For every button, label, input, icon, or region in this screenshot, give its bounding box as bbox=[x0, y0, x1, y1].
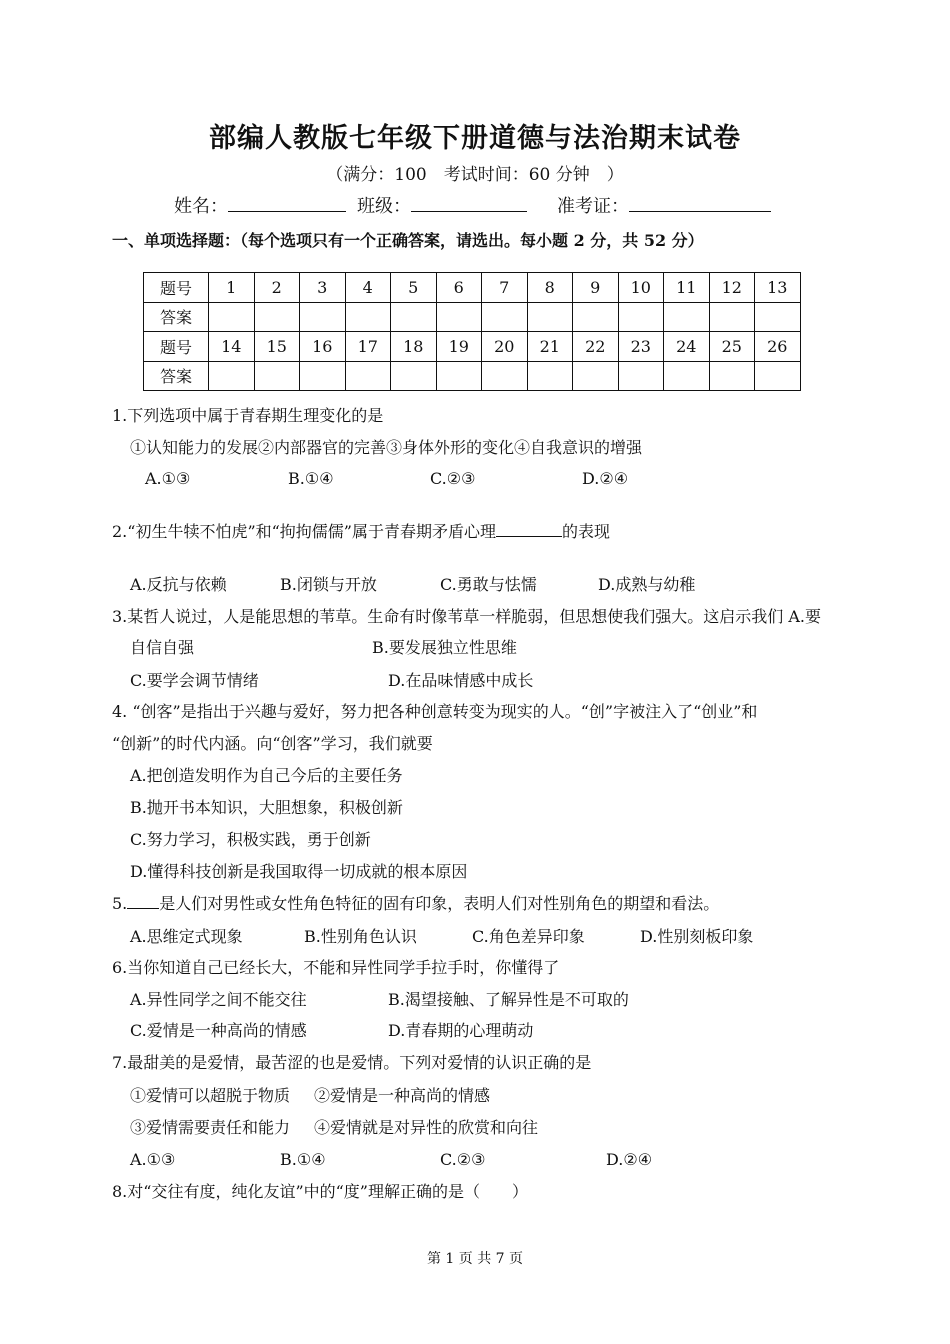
answer-row-2 bbox=[144, 361, 801, 391]
q4-option-c[interactable]: C.努力学习，积极实践，勇于创新 bbox=[130, 830, 371, 849]
q4-option-a[interactable]: A.把创造发明作为自己今后的主要任务 bbox=[130, 766, 403, 785]
question-number: 8 bbox=[527, 273, 573, 303]
q1-option-d[interactable]: D.②④ bbox=[582, 469, 629, 488]
section-heading: 一、单项选择题：（每个选项只有一个正确答案，请选出。每小题 2 分，共 52 分） bbox=[112, 231, 704, 250]
answer-cell[interactable] bbox=[664, 302, 710, 332]
question-number: 23 bbox=[618, 332, 664, 362]
question-number: 5 bbox=[391, 273, 437, 303]
answer-cell[interactable] bbox=[254, 302, 300, 332]
number-row-2 bbox=[144, 332, 801, 362]
q4-stem-line1: 4. “创客”是指出于兴趣与爱好，努力把各种创意转变为现实的人。“创”字被注入了“创业”和 bbox=[112, 702, 758, 721]
answer-cell[interactable] bbox=[618, 361, 664, 391]
row-header: 答案 bbox=[144, 361, 209, 391]
q7-stem: 7.最甜美的是爱情，最苦涩的也是爱情。下列对爱情的认识正确的是 bbox=[112, 1053, 592, 1072]
question-number: 26 bbox=[755, 332, 801, 362]
class-field[interactable] bbox=[357, 192, 527, 218]
q7-item-3: ③爱情需要责任和能力 bbox=[130, 1118, 291, 1137]
answer-cell[interactable] bbox=[345, 361, 391, 391]
q5-blank[interactable] bbox=[127, 894, 159, 909]
question-number: 11 bbox=[664, 273, 710, 303]
q7-item-2: ②爱情是一种高尚的情感 bbox=[314, 1086, 491, 1105]
q2-option-d[interactable]: D.成熟与幼稚 bbox=[598, 575, 696, 594]
name-label: 姓名： bbox=[174, 196, 228, 217]
row-header: 答案 bbox=[144, 302, 209, 332]
answer-cell[interactable] bbox=[573, 361, 619, 391]
answer-cell[interactable] bbox=[709, 361, 755, 391]
q4-option-b[interactable]: B.抛开书本知识，大胆想象，积极创新 bbox=[130, 798, 403, 817]
answer-cell[interactable] bbox=[209, 361, 255, 391]
answer-cell[interactable] bbox=[436, 302, 482, 332]
answer-cell[interactable] bbox=[209, 302, 255, 332]
q6-option-b[interactable]: B.渴望接触、了解异性是不可取的 bbox=[388, 990, 629, 1009]
question-number: 22 bbox=[573, 332, 619, 362]
q5-stem bbox=[112, 894, 719, 914]
q7-option-a[interactable]: A.①③ bbox=[130, 1150, 176, 1169]
exam-title: 部编人教版七年级下册道德与法治期末试卷 bbox=[209, 123, 741, 154]
id-blank[interactable] bbox=[629, 195, 771, 212]
q8-stem: 8.对“交往有度，纯化友谊”中的“度”理解正确的是（ ） bbox=[112, 1182, 528, 1201]
exam-subtitle: （满分：100 考试时间：60 分钟 ） bbox=[326, 165, 624, 185]
question-number: 3 bbox=[300, 273, 346, 303]
q7-option-d[interactable]: D.②④ bbox=[606, 1150, 653, 1169]
q3-option-b[interactable]: B.要发展独立性思维 bbox=[372, 638, 517, 657]
q6-option-d[interactable]: D.青春期的心理萌动 bbox=[388, 1021, 534, 1040]
id-label: 准考证： bbox=[557, 196, 629, 217]
class-blank[interactable] bbox=[411, 195, 527, 212]
question-number: 12 bbox=[709, 273, 755, 303]
name-blank[interactable] bbox=[228, 195, 346, 212]
question-number: 13 bbox=[755, 273, 801, 303]
q7-option-c[interactable]: C.②③ bbox=[440, 1150, 486, 1169]
number-row-1 bbox=[144, 273, 801, 303]
q6-stem: 6.当你知道自己已经长大，不能和异性同学手拉手时，你懂得了 bbox=[112, 958, 560, 977]
answer-cell[interactable] bbox=[755, 302, 801, 332]
answer-cell[interactable] bbox=[482, 302, 528, 332]
q1-option-b[interactable]: B.①④ bbox=[288, 469, 334, 488]
q7-option-b[interactable]: B.①④ bbox=[280, 1150, 326, 1169]
answer-cell[interactable] bbox=[345, 302, 391, 332]
q2-stem-text: 2.“初生牛犊不怕虎”和“拘拘儒儒”属于青春期矛盾心理 bbox=[112, 522, 496, 541]
row-header: 题号 bbox=[144, 273, 209, 303]
q5-stem-text: 是人们对男性或女性角色特征的固有印象，表明人们对性别角色的期望和看法。 bbox=[159, 894, 720, 913]
answer-cell[interactable] bbox=[664, 361, 710, 391]
page-footer: 第 1 页 共 7 页 bbox=[426, 1251, 524, 1267]
q3-option-c[interactable]: C.要学会调节情绪 bbox=[130, 671, 259, 690]
question-number: 25 bbox=[709, 332, 755, 362]
q4-option-d[interactable]: D.懂得科技创新是我国取得一切成就的根本原因 bbox=[130, 862, 468, 881]
q1-items: ①认知能力的发展②内部器官的完善③身体外形的变化④自我意识的增强 bbox=[130, 438, 643, 457]
q3-stem: 3.某哲人说过，人是能思想的苇草。生命有时像苇草一样脆弱，但思想使我们强大。这启示我们 A.要 bbox=[112, 607, 821, 626]
question-number: 10 bbox=[618, 273, 664, 303]
q4-stem-line2: “创新”的时代内涵。向“创客”学习，我们就要 bbox=[112, 734, 433, 753]
answer-cell[interactable] bbox=[300, 361, 346, 391]
answer-cell[interactable] bbox=[436, 361, 482, 391]
q3-option-a[interactable]: 自信自强 bbox=[130, 638, 195, 657]
question-number: 9 bbox=[573, 273, 619, 303]
question-number: 21 bbox=[527, 332, 573, 362]
answer-cell[interactable] bbox=[254, 361, 300, 391]
answer-cell[interactable] bbox=[482, 361, 528, 391]
question-number: 19 bbox=[436, 332, 482, 362]
q6-option-a[interactable]: A.异性同学之间不能交往 bbox=[130, 990, 307, 1009]
q1-option-a[interactable]: A.①③ bbox=[145, 469, 191, 488]
question-number: 2 bbox=[254, 273, 300, 303]
answer-cell[interactable] bbox=[527, 302, 573, 332]
q5-option-d[interactable]: D.性别刻板印象 bbox=[640, 927, 754, 946]
q7-item-1: ①爱情可以超脱于物质 bbox=[130, 1086, 291, 1105]
q6-option-c[interactable]: C.爱情是一种高尚的情感 bbox=[130, 1021, 307, 1040]
question-number: 7 bbox=[482, 273, 528, 303]
answer-cell[interactable] bbox=[709, 302, 755, 332]
question-number: 6 bbox=[436, 273, 482, 303]
name-field[interactable] bbox=[174, 192, 346, 218]
answer-cell[interactable] bbox=[391, 361, 437, 391]
q7-item-4: ④爱情就是对异性的欣赏和向往 bbox=[314, 1118, 539, 1137]
question-number: 14 bbox=[209, 332, 255, 362]
q2-blank[interactable] bbox=[496, 522, 562, 537]
q2-option-b[interactable]: B.闭锁与开放 bbox=[280, 575, 377, 594]
class-label: 班级： bbox=[357, 196, 411, 217]
q3-option-d[interactable]: D.在品味情感中成长 bbox=[388, 671, 534, 690]
q2-stem bbox=[112, 522, 610, 542]
question-number: 20 bbox=[482, 332, 528, 362]
answer-cell[interactable] bbox=[391, 302, 437, 332]
q2-stem-tail: 的表现 bbox=[562, 522, 611, 541]
question-number: 15 bbox=[254, 332, 300, 362]
question-number: 18 bbox=[391, 332, 437, 362]
q1-stem: 1.下列选项中属于青春期生理变化的是 bbox=[112, 406, 384, 425]
answer-table bbox=[143, 272, 801, 391]
id-field[interactable] bbox=[557, 192, 771, 218]
answer-cell[interactable] bbox=[527, 361, 573, 391]
question-number: 24 bbox=[664, 332, 710, 362]
q5-option-a[interactable]: A.思维定式现象 bbox=[130, 927, 243, 946]
question-number: 1 bbox=[209, 273, 255, 303]
q2-option-c[interactable]: C.勇敢与怯懦 bbox=[440, 575, 537, 594]
question-number: 17 bbox=[345, 332, 391, 362]
row-header: 题号 bbox=[144, 332, 209, 362]
q1-option-c[interactable]: C.②③ bbox=[430, 469, 476, 488]
answer-cell[interactable] bbox=[755, 361, 801, 391]
answer-row-1 bbox=[144, 302, 801, 332]
q5-option-c[interactable]: C.角色差异印象 bbox=[472, 927, 585, 946]
answer-cell[interactable] bbox=[300, 302, 346, 332]
q5-option-b[interactable]: B.性别角色认识 bbox=[304, 927, 417, 946]
question-number: 4 bbox=[345, 273, 391, 303]
answer-cell[interactable] bbox=[618, 302, 664, 332]
q2-option-a[interactable]: A.反抗与依赖 bbox=[130, 575, 227, 594]
answer-cell[interactable] bbox=[573, 302, 619, 332]
question-number: 16 bbox=[300, 332, 346, 362]
q5-number: 5. bbox=[112, 894, 128, 913]
